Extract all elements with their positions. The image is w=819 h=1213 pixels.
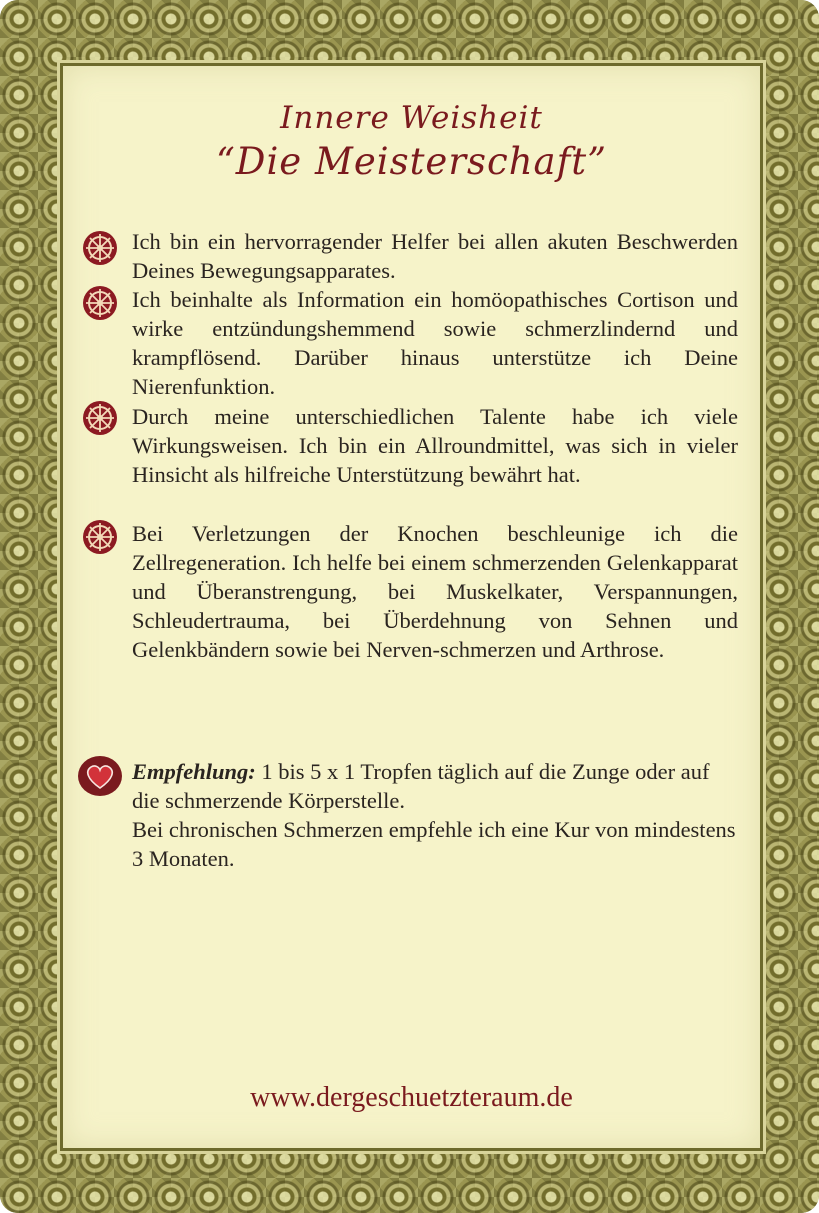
wheel-icon [82, 230, 118, 266]
recommendation-label: Empfehlung: [132, 759, 256, 784]
list-item [132, 519, 738, 664]
recommendation-text-2: Bei chronischen Schmerzen empfehle ich eine Kur von mindestens 3 Monaten. [132, 817, 736, 871]
list-item [132, 227, 738, 285]
card-subtitle: “Die Meisterschaft” [215, 140, 608, 183]
wheel-icon [82, 400, 118, 436]
list-item-text: Ich beinhalte als Information ein homöopathisches Cortison und wirke entzündungshemmend sowie schmerzlindernd und krampflösend. Darüber hinaus unterstütze ich Deine Nierenfunktion. [132, 287, 738, 399]
card-title: Innere Weisheit [280, 100, 543, 136]
list-item-text: Ich bin ein hervorragender Helfer bei allen akuten Beschwerden Deines Bewegungsapparates. [132, 229, 738, 283]
list-item [132, 285, 738, 401]
recommendation [132, 757, 738, 873]
list-item [132, 402, 738, 489]
list-item-text: Durch meine unterschiedlichen Talente habe ich viele Wirkungsweisen. Ich bin ein Allroundmittel, was sich in vieler Hinsicht als hilfreiche Unterstützung bewährt hat. [132, 404, 738, 487]
list-item-text: Bei Verletzungen der Knochen beschleunige ich die Zellregeneration. Ich helfe bei einem schmerzenden Gelenkapparat und Überanstrengung, bei Muskelkater, Verspannungen, Schleudertrauma, bei Überdehnung von Sehnen und Gelenkbändern sowie bei Nerven-schmerzen und Arthrose. [132, 521, 738, 662]
heart-icon [77, 755, 123, 797]
website-link[interactable]: www.dergeschuetzteraum.de [250, 1082, 573, 1113]
recommendation-text: 1 bis 5 x 1 Tropfen täglich auf die Zunge oder auf die schmerzende Körperstelle. [132, 759, 710, 813]
wheel-icon [82, 519, 118, 555]
wheel-icon [82, 285, 118, 321]
